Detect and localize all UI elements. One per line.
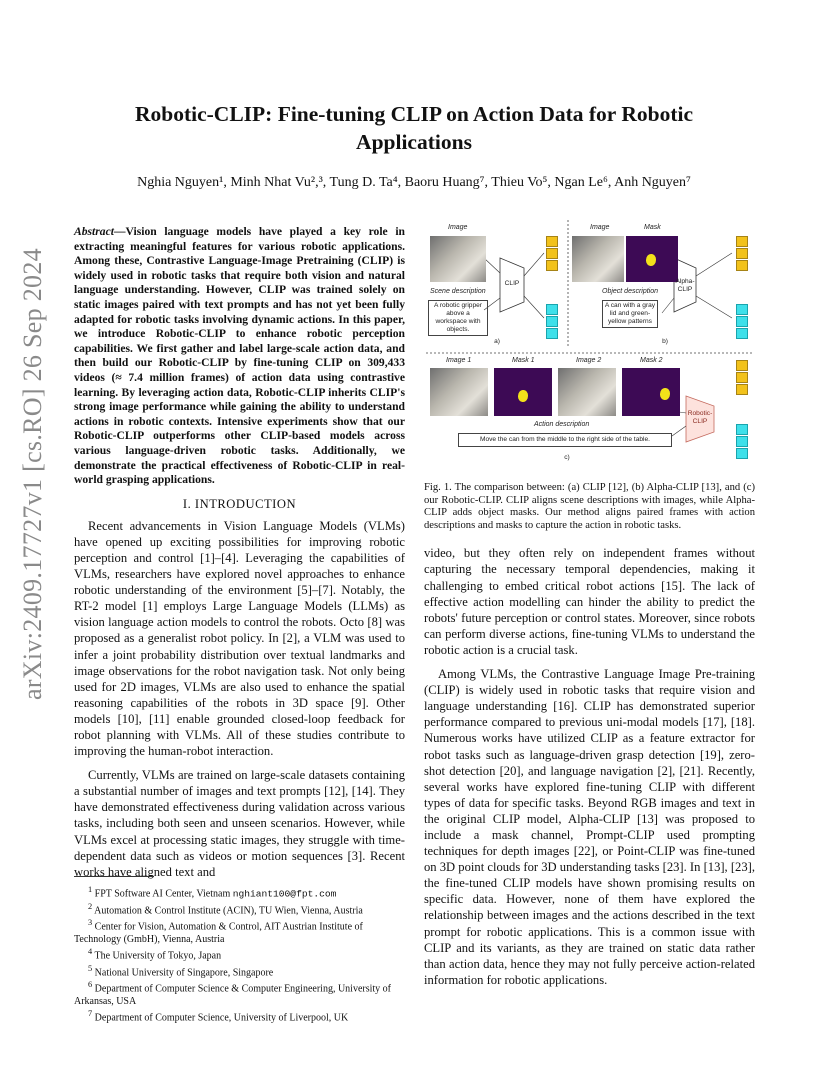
fig-c-image2 — [558, 368, 616, 416]
fig-b-text-embedding — [736, 304, 748, 340]
figure-1 — [424, 218, 757, 466]
paper-title: Robotic-CLIP: Fine-tuning CLIP on Action Data for Robotic Applications — [134, 102, 693, 154]
footnote: $^5$ National University of Singapore, Singapore — [88, 963, 274, 979]
fig-c-mask1-label: Mask 1 — [512, 357, 535, 364]
fig-a-scene-label: Scene description — [430, 288, 486, 295]
fig-c-mask1 — [494, 368, 552, 416]
abstract-text: Vision language models have played a key role in extracting meaningful features for various robotic applications. Among these, Contrastive Language-Image Pretraining (CLIP) is widely used in robotic tasks that require both vision and natural language understanding. However, CLIP was trained solely on static images paired with text prompts and has not yet been fully adapted for robotic tasks involving dynamic actions. In this paper, we introduce Robotic-CLIP to enhance robotic perception capabilities. We first gather and label large-scale action data, and then build our Robotic-CLIP by fine-tuning CLIP on 309,433 videos (≈ 7.4 million frames) of action data using contrastive learning. By leveraging action data, Robotic-CLIP inherits CLIP's strong image performance while gaining the ability to understand actions in robotic contexts. Intensive experiments show that our Robotic-CLIP outperforms other CLIP-based models across various language-driven robotic tasks. Additionally, we demonstrate the practical effectiveness of Robotic-CLIP in real-world grasping applications. — [74, 225, 405, 487]
footnote: $^7$ Department of Computer Science, University of Liverpool, UK — [88, 1009, 349, 1024]
fig-a-model: CLIP — [504, 280, 520, 287]
fig-c-image-embedding — [736, 360, 748, 396]
intro-paragraph-1: Recent advancements in Vision Language Models (VLMs) have opened up exciting possibilities for improving robotic perception and control [1]–[4]. Leveraging the capabilities of VLMs, researchers have explored novel approaches to enhance robotic understanding of the environment [5]–[7]. Notably, the RT-2 model [1] employs Large Language Models (LLMs) as vision language action models to control the robots. Octo [8] was proposed as a generalist robot policy. In [2], a VLM was used to infer a joint probability distribution over textual landmarks and image observations for the robot navigation task. Not only being used for 2D images, VLMs are also used to enhance the spatial reasoning capabilities of the robots in 3D space [9]. Other models [10], [11] enable grounded closed-loop feedback for robot planning with VLMs. All of these studies contribute to improving the human-robot interaction. — [74, 518, 405, 759]
right-paragraph-1: video, but they often rely on independent frames without capturing the necessary temporal dependencies, making it challenging to embed critical robot actions [15]. The lack of effective action modelling can hinder the ability to predict the robots' future perception or control states. Moreover, since robots can perform diverse actions, fine-tuning VLMs to understand the robotic action is a crucial task. — [424, 546, 755, 657]
footnote: $^4$ The University of Tokyo, Japan — [88, 947, 222, 962]
fig-c-image1-label: Image 1 — [446, 357, 472, 364]
fig-b-image — [572, 236, 624, 282]
right-column — [424, 482, 755, 988]
fig-a-image — [430, 236, 486, 282]
fig-c-mask2 — [622, 368, 680, 416]
footnotes — [74, 884, 405, 1025]
right-paragraph-2: Among VLMs, the Contrastive Language Image Pre-training (CLIP) is widely used in robotic tasks that require vision and language understanding [16]. CLIP has demonstrated superior performance compared to previous uni-modal models [17], [18]. Numerous works have utilized CLIP as a feature extractor for robot tasks such as language-driven grasp detection [19], zero-shot detection [20], and language navigation [2], [21]. Recently, several works have explored fine-tuning CLIP with different types of data for specific tasks. Beyond RGB images and text in the original CLIP model, Alpha-CLIP [13] was proposed to include a mask channel, Prompt-CLIP used prompting techniques for depth images [22], or Point-CLIP was fine-tuned on 3D point clouds for 3D understanding tasks [23]. In [13], [23], the fine-tuned CLIP models have shown promising results on specific data. However, none of them have explored the relationship between images and the actions described in the text prompt for robotic applications. This is a common issue with CLIP and its variants, as they are trained on static data rather than action data, hence they may not fully perceive action-related information for robotic applications. — [424, 667, 755, 987]
fig-c-mask2-label: Mask 2 — [640, 357, 663, 364]
fig-c-model: Robotic-CLIP — [687, 410, 713, 425]
left-column — [74, 225, 405, 880]
fig-a-image-label: Image — [448, 224, 468, 231]
fig-b-image-embedding — [736, 236, 748, 272]
fig-c-image2-label: Image 2 — [576, 357, 602, 364]
figure-caption: Fig. 1. The comparison between: (a) CLIP [12], (b) Alpha-CLIP [13], and (c) our Robotic-CLIP. CLIP aligns scene descriptions with images, while Alpha-CLIP adds object masks. Our method aligns paired frames with action descriptions and masks to capture the action in robotic tasks. — [424, 482, 755, 531]
intro-paragraph-2: Currently, VLMs are trained on large-scale datasets containing a substantial number of images and text prompts [12], [14]. They have demonstrated effectiveness during validation across various tasks, including both seen and unseen scenarios. However, while VLMs excel at processing static images, they struggle with time-dependent data such as videos or motion sequences [3]. Recent works have aligned text and — [74, 768, 405, 879]
author-list: Nghia Nguyen¹, Minh Nhat Vu²,³, Tung D. Ta⁴, Baoru Huang⁷, Thieu Vo⁵, Ngan Le⁶, Anh Nguyen⁷ — [137, 175, 691, 190]
fig-b-object-text: A can with a gray lid and green-yellow patterns — [602, 300, 658, 328]
abstract-label: Abstract— — [74, 225, 126, 238]
fig-c-tag: c) — [564, 454, 570, 461]
footnote: $^2$ Automation & Control Institute (ACIN), TU Wien, Vienna, Austria — [88, 901, 363, 916]
fig-b-model: Alpha-CLIP — [675, 278, 695, 293]
section-heading-introduction: I. INTRODUCTION — [182, 496, 297, 511]
fig-b-image-label: Image — [590, 224, 610, 231]
footnote: $^3$ Center for Vision, Automation & Control, AIT Austrian Institute of Technology (GmbH), Vienna, Austria — [74, 918, 363, 945]
fig-c-image1 — [430, 368, 488, 416]
arxiv-side-label: arXiv:2409.17727v1 [cs.RO] 26 Sep 2024 — [18, 248, 47, 700]
fig-b-mask-label: Mask — [644, 224, 661, 231]
fig-c-text-embedding — [736, 424, 748, 460]
fig-c-action-label: Action description — [534, 421, 590, 428]
fig-a-image-embedding — [546, 236, 558, 272]
fig-a-text-embedding — [546, 304, 558, 340]
fig-c-action-text: Move the can from the middle to the right side of the table. — [458, 433, 672, 447]
footnote: $^6$ Department of Computer Science & Computer Engineering, University of Arkansas, USA — [74, 980, 391, 1008]
abstract — [74, 225, 405, 488]
fig-b-mask — [626, 236, 678, 282]
fig-a-scene-text: A robotic gripper above a workspace with objects. — [428, 300, 488, 336]
footnote-divider — [74, 876, 154, 877]
footnote: $^1$ FPT Software AI Center, Vietnam nghiant100@fpt.com — [88, 885, 337, 900]
fig-b-object-label: Object description — [602, 288, 659, 295]
fig-a-tag: a) — [494, 338, 500, 345]
fig-b-tag: b) — [662, 338, 668, 345]
